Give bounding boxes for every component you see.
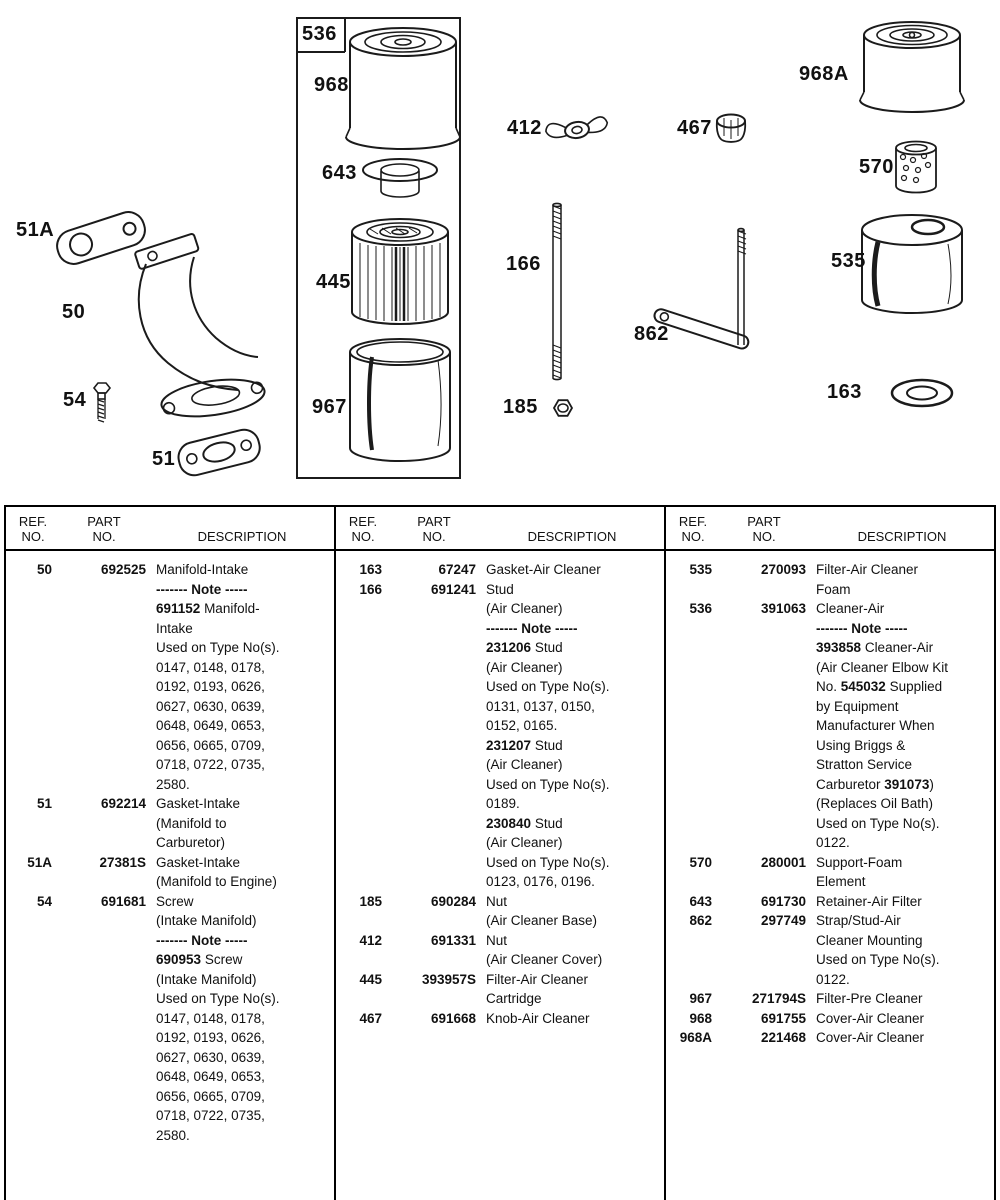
part-445-filter-cartridge <box>352 219 448 324</box>
ref-no: 535 <box>689 562 712 577</box>
description-header: DESCRIPTION <box>527 529 617 544</box>
part-163-gasket-ring <box>892 380 952 406</box>
ref-no: 570 <box>689 854 712 870</box>
part-no: 690284 <box>430 893 476 909</box>
ref-no: 643 <box>689 893 712 909</box>
part-no: 297749 <box>760 913 806 928</box>
ref-no: 536 <box>689 601 712 616</box>
table-header <box>666 507 994 551</box>
description: Cleaner-Air ------- Note ----- 393858 Cleaner-Air (Air Cleaner Elbow Kit No. 545032 Supplied by Equipment Manufacturer When Using Briggs & Stratton Service Carburetor 391073) (Replaces Oil Bath) Used on Type No(s). 0122. <box>816 601 949 850</box>
parts-table-row <box>344 970 660 1009</box>
part-no: 691730 <box>760 893 806 909</box>
part-643-retainer-air-filter <box>363 159 437 197</box>
part-967-filter-pre-cleaner <box>350 339 450 461</box>
parts-table-row <box>674 989 990 1009</box>
ref-label-968: 968 <box>314 74 349 96</box>
description: Nut (Air Cleaner Cover) <box>486 932 603 967</box>
ref-no: 54 <box>36 893 52 909</box>
description: Cover-Air Cleaner <box>816 1010 925 1026</box>
ref-label-166: 166 <box>506 253 541 275</box>
part-no-header: PART NO. <box>417 514 451 544</box>
description: Cover-Air Cleaner <box>816 1030 925 1045</box>
parts-table-row <box>344 560 660 580</box>
ref-label-54: 54 <box>63 389 87 411</box>
description: Filter-Air Cleaner Cartridge <box>486 971 589 1006</box>
ref-label-185: 185 <box>503 396 538 418</box>
part-no: 391063 <box>760 601 806 616</box>
description: Gasket-Air Cleaner <box>486 562 601 577</box>
part-412-wing-nut <box>545 116 609 142</box>
part-no: 270093 <box>760 562 806 577</box>
description-header: DESCRIPTION <box>197 529 287 544</box>
parts-table-row <box>674 560 990 599</box>
ref-no: 467 <box>359 1010 382 1026</box>
parts-table-column-1 <box>6 507 334 1200</box>
part-166-stud <box>553 203 561 379</box>
parts-table-row <box>674 853 990 892</box>
part-51-gasket-intake <box>175 427 263 479</box>
part-535-filter-foam <box>862 215 962 313</box>
part-968a-cover-air-cleaner <box>860 22 964 112</box>
description: Filter-Pre Cleaner <box>816 991 923 1006</box>
ref-label-570: 570 <box>859 156 894 178</box>
description: Manifold-Intake ------- Note ----- 691152 Manifold- Intake Used on Type No(s). 0147, 0148, 0178, 0192, 0193, 0626, 0627, 0630, 0639, 0648, 0649, 0653, 0656, 0665, 0709, 0718, 0722, 0735, 2580. <box>156 562 280 792</box>
table-header <box>6 507 334 551</box>
ref-no: 445 <box>359 971 382 987</box>
part-50-manifold-intake <box>134 233 266 422</box>
ref-label-50: 50 <box>62 301 86 323</box>
ref-label-643: 643 <box>322 162 357 184</box>
description: Screw (Intake Manifold) ------- Note ----- 690953 Screw (Intake Manifold) Used on Type No(s). 0147, 0148, 0178, 0192, 0193, 0626, 0627, 0630, 0639, 0648, 0649, 0653, 0656, 0665, 0709, 0718, 0722, 0735, 2580. <box>156 893 280 1143</box>
ref-label-536: 536 <box>302 23 337 45</box>
description: Strap/Stud-Air Cleaner Mounting Used on Type No(s). 0122. <box>816 913 940 987</box>
table-entries <box>336 551 664 1028</box>
ref-no: 51A <box>27 854 52 870</box>
ref-no-header: REF. NO. <box>18 514 48 544</box>
exploded-parts-diagram <box>0 0 1000 505</box>
description-header: DESCRIPTION <box>857 529 947 544</box>
ref-label-967: 967 <box>312 396 347 418</box>
table-header <box>336 507 664 551</box>
parts-table-row <box>14 853 330 892</box>
description: Filter-Air Cleaner Foam <box>816 562 919 597</box>
parts-table-row <box>674 1009 990 1029</box>
description: Gasket-Intake (Manifold to Engine) <box>156 854 277 889</box>
ref-label-467: 467 <box>677 117 712 139</box>
description: Support-Foam Element <box>816 854 903 889</box>
ref-label-51: 51 <box>152 448 176 470</box>
description: Gasket-Intake (Manifold to Carburetor) <box>156 796 241 850</box>
part-467-knob <box>717 115 745 142</box>
ref-label-445: 445 <box>316 271 351 293</box>
part-no: 280001 <box>760 854 806 870</box>
part-no: 27381S <box>99 854 146 870</box>
parts-table-row <box>344 1009 660 1029</box>
part-570-support-foam-element <box>896 142 936 193</box>
parts-table <box>4 505 996 1200</box>
ref-no: 967 <box>689 991 712 1006</box>
part-no: 67247 <box>438 562 476 577</box>
description: Retainer-Air Filter <box>816 893 922 909</box>
ref-label-535: 535 <box>831 250 866 272</box>
ref-no: 968A <box>679 1030 712 1045</box>
ref-no: 968 <box>689 1010 712 1026</box>
ref-no: 51 <box>36 796 52 811</box>
part-no: 221468 <box>760 1030 806 1045</box>
parts-table-row <box>674 892 990 912</box>
description: Nut (Air Cleaner Base) <box>486 893 598 928</box>
part-no: 692525 <box>100 562 146 577</box>
description: Stud (Air Cleaner) ------- Note ----- 231206 Stud (Air Cleaner) Used on Type No(s). 0131, 0137, 0150, 0152, 0165. 231207 Stud (Air Cleaner) Used on Type No(s). 0189. 230840 Stud (Air Cleaner) Used on Type No(s). 0123, 0176, 0196. <box>486 581 610 889</box>
parts-table-column-2 <box>334 507 664 1200</box>
ref-label-968a: 968A <box>799 63 849 85</box>
part-no: 393957S <box>421 971 476 987</box>
parts-table-row <box>674 911 990 989</box>
part-968-cover-air-cleaner <box>346 28 460 149</box>
part-54-screw <box>94 383 110 422</box>
ref-no: 185 <box>359 893 382 909</box>
part-no-header: PART NO. <box>747 514 781 544</box>
ref-no: 163 <box>359 562 382 577</box>
ref-no: 50 <box>36 562 52 577</box>
parts-table-row <box>674 599 990 853</box>
parts-table-row <box>344 892 660 931</box>
part-no: 691668 <box>430 1010 476 1026</box>
ref-label-51a: 51A <box>16 219 55 241</box>
ref-label-412: 412 <box>507 117 542 139</box>
part-no: 691331 <box>430 932 476 948</box>
table-entries <box>666 551 994 1048</box>
ref-no-header: REF. NO. <box>678 514 708 544</box>
parts-table-row <box>14 794 330 853</box>
part-51a-gasket-intake <box>53 208 149 268</box>
part-no: 691681 <box>100 893 146 909</box>
parts-table-row <box>674 1028 990 1048</box>
part-no: 271794S <box>751 991 806 1006</box>
parts-table-row <box>344 580 660 892</box>
ref-no: 412 <box>359 932 382 948</box>
parts-table-column-3 <box>664 507 994 1200</box>
parts-table-row <box>14 892 330 1146</box>
part-no: 692214 <box>100 796 146 811</box>
part-no-header: PART NO. <box>87 514 121 544</box>
parts-table-row <box>344 931 660 970</box>
parts-table-row <box>14 560 330 794</box>
part-no: 691755 <box>760 1010 806 1026</box>
description: Knob-Air Cleaner <box>486 1010 590 1026</box>
ref-no-header: REF. NO. <box>348 514 378 544</box>
ref-no: 166 <box>359 581 382 597</box>
part-no: 691241 <box>430 581 476 597</box>
part-185-nut <box>554 400 572 416</box>
table-entries <box>6 551 334 1145</box>
ref-label-163: 163 <box>827 381 862 403</box>
ref-no: 862 <box>689 913 712 928</box>
ref-label-862: 862 <box>634 323 669 345</box>
